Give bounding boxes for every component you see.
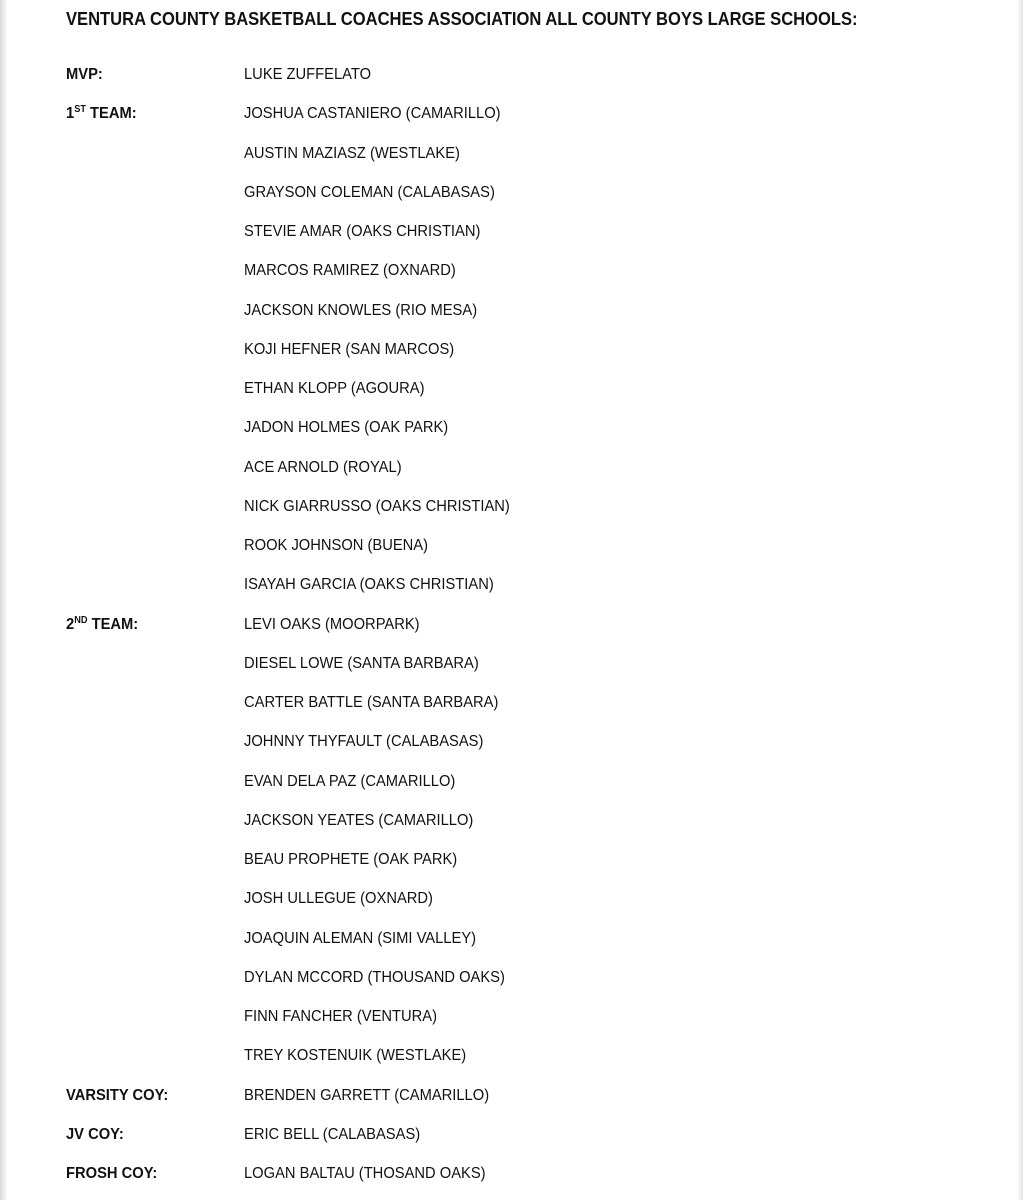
- award-row: [0, 299, 1023, 338]
- document-title: VENTURA COUNTY BASKETBALL COACHES ASSOCIATION ALL COUNTY BOYS LARGE SCHOOLS:: [66, 9, 858, 29]
- award-row: [0, 220, 1023, 259]
- label-superscript: ST: [74, 104, 86, 116]
- player-name: FINN FANCHER (VENTURA): [244, 1008, 437, 1025]
- player-name: KOJI HEFNER (SAN MARCOS): [244, 340, 455, 358]
- award-row-1st-team: [0, 102, 1023, 141]
- label-number: 1: [66, 105, 75, 123]
- row-label: [66, 102, 137, 126]
- label-rest: TEAM:: [85, 105, 137, 123]
- row-label: MVP:: [66, 66, 103, 83]
- award-row: [0, 495, 1023, 534]
- award-row: [0, 456, 1023, 495]
- player-name: JACKSON KNOWLES (RIO MESA): [244, 301, 478, 319]
- award-row: [0, 259, 1023, 298]
- coach-name: ERIC BELL (CALABASAS): [244, 1125, 421, 1143]
- player-name: ETHAN KLOPP (AGOURA): [244, 380, 425, 397]
- player-name: TREY KOSTENUIK (WESTLAKE): [244, 1047, 467, 1065]
- player-name: MARCOS RAMIREZ (OXNARD): [244, 262, 456, 280]
- player-name: DYLAN MCCORD (THOUSAND OAKS): [244, 968, 505, 986]
- player-name: JOAQUIN ALEMAN (SIMI VALLEY): [244, 929, 477, 947]
- award-row: [0, 1044, 1023, 1083]
- award-row: [0, 848, 1023, 887]
- player-name: JOSHUA CASTANIERO (CAMARILLO): [244, 105, 501, 123]
- award-row-mvp: [0, 63, 1023, 102]
- player-name: LUKE ZUFFELATO: [244, 66, 372, 83]
- award-row: [0, 652, 1023, 691]
- player-name: JOHNNY THYFAULT (CALABASAS): [244, 733, 484, 751]
- award-row-varsity-coy: [0, 1084, 1023, 1123]
- coach-name: LOGAN BALTAU (THOSAND OAKS): [244, 1165, 486, 1182]
- player-name: EVAN DELA PAZ (CAMARILLO): [244, 772, 456, 790]
- label-superscript: ND: [74, 614, 88, 626]
- award-row: [0, 887, 1023, 926]
- award-row: [0, 181, 1023, 220]
- player-name: JADON HOLMES (OAK PARK): [244, 419, 449, 437]
- row-label: FROSH COY:: [66, 1165, 158, 1182]
- award-row-2nd-team: [0, 613, 1023, 652]
- row-label: [66, 613, 138, 637]
- player-name: CARTER BATTLE (SANTA BARBARA): [244, 694, 499, 711]
- player-name: JOSH ULLEGUE (OXNARD): [244, 890, 433, 908]
- label-rest: TEAM:: [87, 615, 139, 633]
- awards-list: [0, 63, 1023, 1200]
- row-label: JV COY:: [66, 1125, 124, 1143]
- award-row: [0, 730, 1023, 769]
- award-row: [0, 534, 1023, 573]
- award-row: [0, 691, 1023, 730]
- award-row: [0, 416, 1023, 455]
- player-name: AUSTIN MAZIASZ (WESTLAKE): [244, 144, 460, 162]
- player-name: ACE ARNOLD (ROYAL): [244, 458, 402, 476]
- player-name: ISAYAH GARCIA (OAKS CHRISTIAN): [244, 576, 494, 594]
- player-name: DIESEL LOWE (SANTA BARBARA): [244, 654, 479, 672]
- award-row: [0, 927, 1023, 966]
- player-name: NICK GIARRUSSO (OAKS CHRISTIAN): [244, 497, 510, 515]
- player-name: JACKSON YEATES (CAMARILLO): [244, 811, 474, 829]
- award-row: [0, 966, 1023, 1005]
- award-row-frosh-coy: [0, 1162, 1023, 1200]
- player-name: STEVIE AMAR (OAKS CHRISTIAN): [244, 223, 481, 240]
- award-row: [0, 809, 1023, 848]
- award-row: [0, 573, 1023, 612]
- award-row: [0, 377, 1023, 416]
- award-row-jv-coy: [0, 1123, 1023, 1162]
- award-row: [0, 338, 1023, 377]
- label-number: 2: [66, 615, 75, 633]
- player-name: GRAYSON COLEMAN (CALABASAS): [244, 183, 495, 201]
- coach-name: BRENDEN GARRETT (CAMARILLO): [244, 1086, 490, 1104]
- award-row: [0, 142, 1023, 181]
- row-label: VARSITY COY:: [66, 1086, 169, 1104]
- player-name: LEVI OAKS (MOORPARK): [244, 615, 420, 633]
- award-row: [0, 770, 1023, 809]
- player-name: BEAU PROPHETE (OAK PARK): [244, 851, 458, 868]
- player-name: ROOK JOHNSON (BUENA): [244, 537, 429, 554]
- award-row: [0, 1005, 1023, 1044]
